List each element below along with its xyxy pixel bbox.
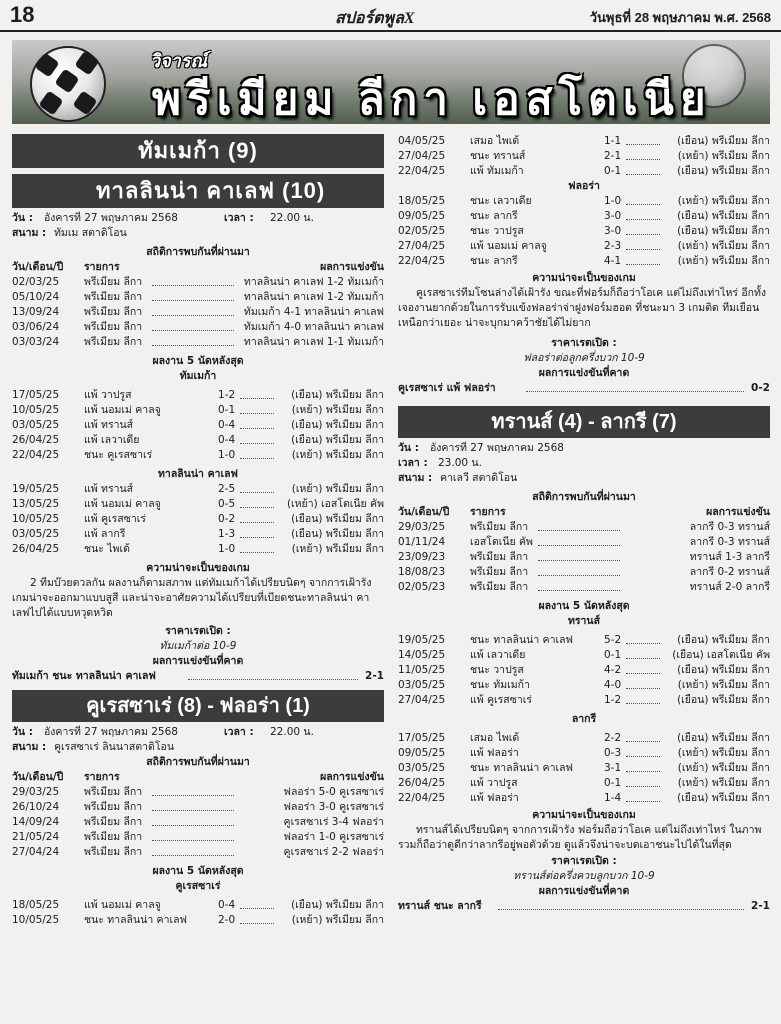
h2h-row: [398, 565, 770, 580]
form-row: [12, 388, 384, 403]
h2h-row: [12, 785, 384, 800]
form-row: [398, 224, 770, 239]
row-venue: (เหย้า) พรีเมียม ลีกา: [677, 679, 770, 691]
row-venue: (เหย้า) พรีเมียม ลีกา: [677, 195, 770, 207]
row-opponent: ชนะ วาปรูส: [470, 225, 524, 237]
match2-h2h-heading: สถิติการพบกันที่ผ่านมา: [146, 756, 250, 768]
match1-last5-heading: ผลงาน 5 นัดหลังสุด: [152, 355, 244, 367]
page-number: 18: [10, 2, 35, 27]
match2-last5-heading: ผลงาน 5 นัดหลังสุด: [152, 865, 244, 877]
match2-prediction-heading: ผลการแข่งขันที่คาด: [538, 367, 630, 379]
match3-h2h-list: [398, 520, 770, 595]
banner-subtitle: วิจารณ์: [150, 51, 208, 71]
row-competition: พรีเมียม ลีกา: [84, 801, 143, 813]
row-venue: (เหย้า) พรีเมียม ลีกา: [291, 483, 384, 495]
row-date: 10/05/25: [12, 914, 60, 926]
row-opponent: ชนะ วาปรูส: [470, 664, 524, 676]
match1-team2-name: ทาลลินน่า คาเลฟ: [158, 468, 238, 480]
row-opponent: ชนะ ทัมเมก้า: [470, 679, 530, 691]
match1-section: [12, 134, 384, 928]
h2h-row: [12, 290, 384, 305]
row-date: 02/05/25: [398, 225, 446, 237]
match1-away-header: ทาลลินน่า คาเลฟ (10): [12, 174, 384, 208]
row-competition: พรีเมียม ลีกา: [84, 306, 143, 318]
row-score: 2-1: [604, 150, 622, 162]
form-row: [12, 542, 384, 557]
football-icon: [30, 46, 106, 122]
row-date: 19/05/25: [12, 483, 60, 495]
row-opponent: ชนะ ทาลลินน่า คาเลฟ: [470, 762, 573, 774]
row-date: 27/04/25: [398, 694, 446, 706]
row-score: 4-0: [604, 679, 622, 691]
row-date: 04/05/25: [398, 135, 446, 147]
match2-header: คูเรสซาเร่ (8) - ฟลอร่า (1): [12, 690, 384, 722]
row-date: 02/03/25: [12, 276, 60, 288]
row-score: 0-3: [604, 747, 622, 759]
form-row: [398, 678, 770, 693]
row-result: คูเรสซาเร่ 2-2 ฟลอร่า: [283, 846, 384, 858]
match2-outlook-text: คูเรสซาเร่ทีมโซนล่างได้เฝ้ารัง ขณะที่ฟอร์มก็ถือว่าโอเค แต่ไม่ถึงเท่าไหร่ อีกทั้งเจองานยากด้วยในการรับแข้งฟลอร่าจ่าฝูงฟอร์มฮอต ที่ชนะมา 3 เกมติด ทีมเยือนเหนือกว่าเยอะ น่าจะบุกมาคว้าชัยได้ไม่ยาก: [398, 287, 767, 329]
form-row: [398, 164, 770, 179]
h2h-row: [398, 580, 770, 595]
row-venue: (เยือน) เอสโตเนีย คัพ: [672, 649, 770, 661]
match1-home-header: ทัมเมก้า (9): [12, 134, 384, 168]
form-row: [12, 418, 384, 433]
row-date: 19/05/25: [398, 634, 446, 646]
match2-team2-form: [398, 194, 770, 269]
row-score: 2-3: [604, 240, 622, 252]
match1-team1-name: ทัมเมก้า: [179, 370, 217, 382]
row-date: 26/04/25: [12, 543, 60, 555]
row-opponent: ชนะ เลวาเดีย: [470, 195, 532, 207]
row-venue: (เยือน) พรีเมียม ลีกา: [677, 210, 770, 222]
h2h-row: [12, 800, 384, 815]
row-result: ทรานส์ 2-0 ลากรี: [689, 581, 770, 593]
row-result: ทาลลินน่า คาเลฟ 1-2 ทัมเมก้า: [243, 291, 384, 303]
match3-team1-name: ทรานส์: [567, 615, 601, 627]
banner: [12, 40, 770, 124]
row-score: 1-2: [604, 694, 622, 706]
form-row: [12, 913, 384, 928]
row-venue: (เยือน) พรีเมียม ลีกา: [677, 732, 770, 744]
row-score: 3-0: [604, 210, 622, 222]
row-score: 0-1: [604, 777, 622, 789]
match3-team2-form: [398, 731, 770, 806]
match2-stadium: สนาม : คูเรสซาเร่ ลินนาสตาดิโอน: [12, 741, 175, 753]
row-date: 11/05/25: [398, 664, 446, 676]
match3-header: ทรานส์ (4) - ลากรี (7): [398, 406, 770, 438]
form-row: [12, 448, 384, 463]
row-score: 2-5: [218, 483, 236, 495]
match1-team1-form: [12, 388, 384, 463]
form-row: [12, 482, 384, 497]
row-score: 0-4: [218, 899, 236, 911]
row-date: 29/03/25: [12, 786, 60, 798]
form-row: [398, 648, 770, 663]
row-opponent: เสมอ ไพเด้: [470, 732, 520, 744]
row-date: 23/09/23: [398, 551, 446, 563]
row-opponent: แพ้ วาปรูส: [84, 389, 132, 401]
row-venue: (เยือน) พรีเมียม ลีกา: [677, 225, 770, 237]
row-opponent: แพ้ นอมเม่ คาลจู: [84, 404, 161, 416]
h2h-column-header: วัน/เดือน/ปี รายการ ผลการแข่งขัน: [12, 771, 384, 783]
row-date: 29/03/25: [398, 521, 446, 533]
row-opponent: แพ้ ทรานส์: [84, 483, 134, 495]
form-row: [398, 791, 770, 806]
row-date: 27/04/24: [12, 846, 60, 858]
match3-outlook-heading: ความน่าจะเป็นของเกม: [532, 809, 636, 821]
row-result: ลากรี 0-2 ทรานส์: [689, 566, 770, 578]
row-opponent: แพ้ ทรานส์: [84, 419, 134, 431]
row-venue: (เยือน) พรีเมียม ลีกา: [291, 434, 384, 446]
row-opponent: แพ้ เลวาเดีย: [84, 434, 140, 446]
banner-title: พรีเมียม ลีกา เอสโตเนีย: [152, 75, 712, 124]
row-date: 13/09/24: [12, 306, 60, 318]
row-score: 0-1: [218, 404, 236, 416]
row-score: 3-0: [604, 225, 622, 237]
row-score: 2-0: [218, 914, 236, 926]
form-row: [398, 149, 770, 164]
match3-day: วัน : อังคารที่ 27 พฤษภาคม 2568: [398, 442, 564, 454]
form-row: [398, 254, 770, 269]
match2-team1-form-part2: [398, 134, 770, 179]
row-score: 0-1: [604, 649, 622, 661]
row-result: ฟลอร่า 1-0 คูเรสซาเร่: [283, 831, 384, 843]
row-date: 05/10/24: [12, 291, 60, 303]
row-competition: พรีเมียม ลีกา: [470, 521, 529, 533]
form-row: [12, 527, 384, 542]
issue-date: วันพุธที่ 28 พฤษภาคม พ.ศ. 2568: [589, 10, 771, 25]
row-venue: (เหย้า) พรีเมียม ลีกา: [677, 240, 770, 252]
form-row: [398, 693, 770, 708]
row-date: 22/04/25: [12, 449, 60, 461]
match1-odds: ทัมเมก้าต่อ 10-9: [159, 640, 237, 652]
row-competition: พรีเมียม ลีกา: [84, 846, 143, 858]
h2h-row: [12, 845, 384, 860]
match1-h2h-list: [12, 275, 384, 350]
h2h-column-header: วัน/เดือน/ปี รายการ ผลการแข่งขัน: [398, 506, 770, 518]
match3-stadium: สนาม : คาเลวี สตาดิโอน: [398, 472, 518, 484]
row-opponent: ชนะ ไพเด้: [84, 543, 130, 555]
row-result: ฟลอร่า 3-0 คูเรสซาเร่: [283, 801, 384, 813]
row-venue: (เหย้า) พรีเมียม ลีกา: [291, 543, 384, 555]
match2-h2h-list: [12, 785, 384, 860]
row-result: ลากรี 0-3 ทรานส์: [689, 521, 770, 533]
row-competition: พรีเมียม ลีกา: [84, 336, 143, 348]
row-date: 14/05/25: [398, 649, 446, 661]
row-venue: (เหย้า) พรีเมียม ลีกา: [291, 404, 384, 416]
match1-prediction: ทัมเมก้า ชนะ ทาลลินน่า คาเลฟ 2-1: [12, 670, 384, 682]
match3-team1-form: [398, 633, 770, 708]
match2-team2-name: ฟลอร่า: [568, 180, 600, 192]
row-date: 09/05/25: [398, 747, 446, 759]
row-date: 27/04/25: [398, 240, 446, 252]
row-date: 22/04/25: [398, 792, 446, 804]
page-header: [0, 0, 781, 32]
row-date: 02/05/23: [398, 581, 446, 593]
row-date: 14/09/24: [12, 816, 60, 828]
row-opponent: ชนะ คูเรสซาเร่: [84, 449, 153, 461]
row-date: 03/03/24: [12, 336, 60, 348]
h2h-row: [398, 520, 770, 535]
row-venue: (เหย้า) พรีเมียม ลีกา: [677, 762, 770, 774]
form-row: [12, 497, 384, 512]
row-date: 26/10/24: [12, 801, 60, 813]
match1-day: วัน : อังคารที่ 27 พฤษภาคม 2568 เวลา : 22.00 น.: [12, 212, 314, 224]
match1-h2h-heading: สถิติการพบกันที่ผ่านมา: [146, 246, 250, 258]
match3-team2-name: ลากรี: [571, 713, 597, 725]
h2h-row: [12, 305, 384, 320]
row-score: 1-0: [218, 449, 236, 461]
row-competition: พรีเมียม ลีกา: [84, 831, 143, 843]
row-score: 0-4: [218, 419, 236, 431]
row-competition: เอสโตเนีย คัพ: [470, 536, 533, 548]
row-date: 03/05/25: [12, 528, 60, 540]
row-opponent: ชนะ ลากรี: [470, 210, 518, 222]
row-competition: พรีเมียม ลีกา: [84, 276, 143, 288]
row-venue: (เหย้า) พรีเมียม ลีกา: [677, 150, 770, 162]
row-competition: พรีเมียม ลีกา: [470, 581, 529, 593]
row-opponent: แพ้ ฟลอร่า: [470, 747, 519, 759]
match2-day: วัน : อังคารที่ 27 พฤษภาคม 2568 เวลา : 22.00 น.: [12, 726, 314, 738]
h2h-row: [398, 550, 770, 565]
match3-odds-heading: ราคาเรตเปิด :: [551, 855, 617, 867]
row-date: 22/04/25: [398, 255, 446, 267]
row-date: 18/08/23: [398, 566, 446, 578]
row-score: 0-5: [218, 498, 236, 510]
row-result: ทาลลินน่า คาเลฟ 1-1 ทัมเมก้า: [243, 336, 384, 348]
row-result: ทัมเมก้า 4-1 ทาลลินน่า คาเลฟ: [243, 306, 384, 318]
row-venue: (เยือน) พรีเมียม ลีกา: [291, 899, 384, 911]
row-venue: (เยือน) พรีเมียม ลีกา: [677, 165, 770, 177]
row-score: 4-2: [604, 664, 622, 676]
form-row: [398, 209, 770, 224]
row-venue: (เยือน) พรีเมียม ลีกา: [677, 694, 770, 706]
row-venue: (เหย้า) พรีเมียม ลีกา: [291, 914, 384, 926]
row-score: 1-3: [218, 528, 236, 540]
row-date: 18/05/25: [398, 195, 446, 207]
row-date: 03/05/25: [398, 762, 446, 774]
row-venue: (เหย้า) พรีเมียม ลีกา: [677, 255, 770, 267]
row-opponent: แพ้ นอมเม่ คาลจู: [84, 498, 161, 510]
row-date: 21/05/24: [12, 831, 60, 843]
row-competition: พรีเมียม ลีกา: [84, 291, 143, 303]
row-venue: (เหย้า) พรีเมียม ลีกา: [677, 747, 770, 759]
row-result: ฟลอร่า 5-0 คูเรสซาเร่: [283, 786, 384, 798]
row-competition: พรีเมียม ลีกา: [84, 786, 143, 798]
match1-team2-form: [12, 482, 384, 557]
row-opponent: แพ้ วาปรูส: [470, 777, 518, 789]
form-row: [398, 761, 770, 776]
form-row: [398, 776, 770, 791]
row-opponent: ชนะ ทาลลินน่า คาเลฟ: [470, 634, 573, 646]
h2h-row: [12, 320, 384, 335]
match3-prediction: ทรานส์ ชนะ ลากรี 2-1: [398, 900, 770, 912]
row-venue: (เยือน) พรีเมียม ลีกา: [291, 513, 384, 525]
match1-prediction-heading: ผลการแข่งขันที่คาด: [152, 655, 244, 667]
row-date: 03/06/24: [12, 321, 60, 333]
row-score: 0-1: [604, 165, 622, 177]
row-result: ทาลลินน่า คาเลฟ 1-2 ทัมเมก้า: [243, 276, 384, 288]
row-score: 0-4: [218, 434, 236, 446]
row-date: 13/05/25: [12, 498, 60, 510]
row-date: 09/05/25: [398, 210, 446, 222]
h2h-row: [12, 275, 384, 290]
row-score: 3-1: [604, 762, 622, 774]
row-opponent: ชนะ ลากรี: [470, 255, 518, 267]
match2-prediction: คูเรสซาเร่ แพ้ ฟลอร่า 0-2: [398, 382, 770, 394]
row-date: 03/05/25: [398, 679, 446, 691]
row-opponent: เสมอ ไพเด้: [470, 135, 520, 147]
h2h-column-header: วัน/เดือน/ปี รายการ ผลการแข่งขัน: [12, 261, 384, 273]
form-row: [398, 134, 770, 149]
row-date: 10/05/25: [12, 513, 60, 525]
form-row: [398, 746, 770, 761]
row-opponent: ชนะ ทาลลินน่า คาเลฟ: [84, 914, 187, 926]
match3-time: เวลา : 23.00 น.: [398, 457, 482, 469]
h2h-row: [398, 535, 770, 550]
row-opponent: แพ้ คูเรสซาเร่: [470, 694, 532, 706]
row-date: 10/05/25: [12, 404, 60, 416]
row-venue: (เหย้า) พรีเมียม ลีกา: [291, 449, 384, 461]
row-result: ทัมเมก้า 4-0 ทาลลินน่า คาเลฟ: [243, 321, 384, 333]
row-venue: (เยือน) พรีเมียม ลีกา: [677, 634, 770, 646]
masthead-logo: สปอร์ตพูลX: [335, 10, 415, 27]
row-competition: พรีเมียม ลีกา: [470, 566, 529, 578]
row-competition: พรีเมียม ลีกา: [470, 551, 529, 563]
row-opponent: แพ้ เลวาเดีย: [470, 649, 526, 661]
row-opponent: แพ้ นอมเม่ คาลจู: [470, 240, 547, 252]
row-result: คูเรสซาเร่ 3-4 ฟลอร่า: [283, 816, 384, 828]
row-venue: (เหย้า) เอสโตเนีย คัพ: [286, 498, 384, 510]
match3-prediction-heading: ผลการแข่งขันที่คาด: [538, 885, 630, 897]
row-date: 27/04/25: [398, 150, 446, 162]
h2h-row: [12, 335, 384, 350]
row-score: 2-2: [604, 732, 622, 744]
match1-outlook-text: 2 ทีมบ๊วยตวลกัน ผลงานก็ตามสภาพ แต่ทัมเมก้าได้เปรียบนิดๆ จากการเฝ้ารัง เกมน่าจะออกมาแบบสูสี และน่าจะอาศัยความได้เปรียบที่เบียดชนะทาลลินน่า คาเลฟไปได้แบบหวุดหวิด: [12, 577, 372, 619]
row-score: 4-1: [604, 255, 622, 267]
row-competition: พรีเมียม ลีกา: [84, 816, 143, 828]
row-date: 26/04/25: [398, 777, 446, 789]
row-opponent: ชนะ ทรานส์: [470, 150, 526, 162]
match2-odds: ฟลอร่าต่อลูกครึ่งบวก 10-9: [523, 352, 645, 364]
row-opponent: แพ้ ฟลอร่า: [470, 792, 519, 804]
row-date: 18/05/25: [12, 899, 60, 911]
row-score: 5-2: [604, 634, 622, 646]
form-row: [12, 403, 384, 418]
match1-odds-heading: ราคาเรตเปิด :: [165, 625, 231, 637]
row-date: 17/05/25: [12, 389, 60, 401]
row-score: 1-1: [604, 135, 622, 147]
row-score: 0-2: [218, 513, 236, 525]
form-row: [12, 898, 384, 913]
row-score: 1-2: [218, 389, 236, 401]
form-row: [398, 194, 770, 209]
match3-odds: ทรานส์ต่อครึ่งควบลูกบวก 10-9: [513, 870, 655, 882]
row-venue: (เยือน) พรีเมียม ลีกา: [677, 664, 770, 676]
right-column: [398, 134, 770, 914]
row-opponent: แพ้ นอมเม่ คาลจู: [84, 899, 161, 911]
row-date: 17/05/25: [398, 732, 446, 744]
row-result: ทรานส์ 1-3 ลากรี: [689, 551, 770, 563]
form-row: [12, 433, 384, 448]
form-row: [398, 663, 770, 678]
match2-outlook-heading: ความน่าจะเป็นของเกม: [532, 272, 636, 284]
row-score: 1-4: [604, 792, 622, 804]
row-date: 01/11/24: [398, 536, 446, 548]
form-row: [398, 239, 770, 254]
match3-last5-heading: ผลงาน 5 นัดหลังสุด: [538, 600, 630, 612]
match1-stadium: สนาม : ทัมเม สตาดิโอน: [12, 227, 127, 239]
row-score: 1-0: [604, 195, 622, 207]
match3-h2h-heading: สถิติการพบกันที่ผ่านมา: [532, 491, 636, 503]
match1-outlook-heading: ความน่าจะเป็นของเกม: [146, 562, 250, 574]
row-venue: (เยือน) พรีเมียม ลีกา: [677, 135, 770, 147]
row-venue: (เยือน) พรีเมียม ลีกา: [291, 528, 384, 540]
row-opponent: แพ้ ทัมเมก้า: [470, 165, 524, 177]
match2-team1-form-part1: [12, 898, 384, 928]
row-competition: พรีเมียม ลีกา: [84, 321, 143, 333]
row-opponent: แพ้ ลากรี: [84, 528, 126, 540]
match2-team1-name: คูเรสซาเร่: [175, 880, 221, 892]
row-venue: (เหย้า) พรีเมียม ลีกา: [677, 777, 770, 789]
row-venue: (เยือน) พรีเมียม ลีกา: [291, 419, 384, 431]
h2h-row: [12, 815, 384, 830]
row-date: 26/04/25: [12, 434, 60, 446]
row-date: 22/04/25: [398, 165, 446, 177]
form-row: [398, 633, 770, 648]
match2-odds-heading: ราคาเรตเปิด :: [551, 337, 617, 349]
row-date: 03/05/25: [12, 419, 60, 431]
form-row: [12, 512, 384, 527]
h2h-row: [12, 830, 384, 845]
row-result: ลากรี 0-3 ทรานส์: [689, 536, 770, 548]
row-opponent: แพ้ คูเรสซาเร่: [84, 513, 146, 525]
row-venue: (เยือน) พรีเมียม ลีกา: [291, 389, 384, 401]
form-row: [398, 731, 770, 746]
match3-outlook-text: ทรานส์ได้เปรียบนิดๆ จากการเฝ้ารัง ฟอร์มถือว่าโอเค แต่ไม่ถึงเท่าไหร่ ในภาพรวมก็ถือว่าดูดีกว่าลากรีอยู่พอตัวด้วย ดูแล้วจึงน่าจะบดเอาชนะไปได้ในที่สุด: [398, 824, 762, 851]
row-venue: (เยือน) พรีเมียม ลีกา: [677, 792, 770, 804]
row-score: 1-0: [218, 543, 236, 555]
